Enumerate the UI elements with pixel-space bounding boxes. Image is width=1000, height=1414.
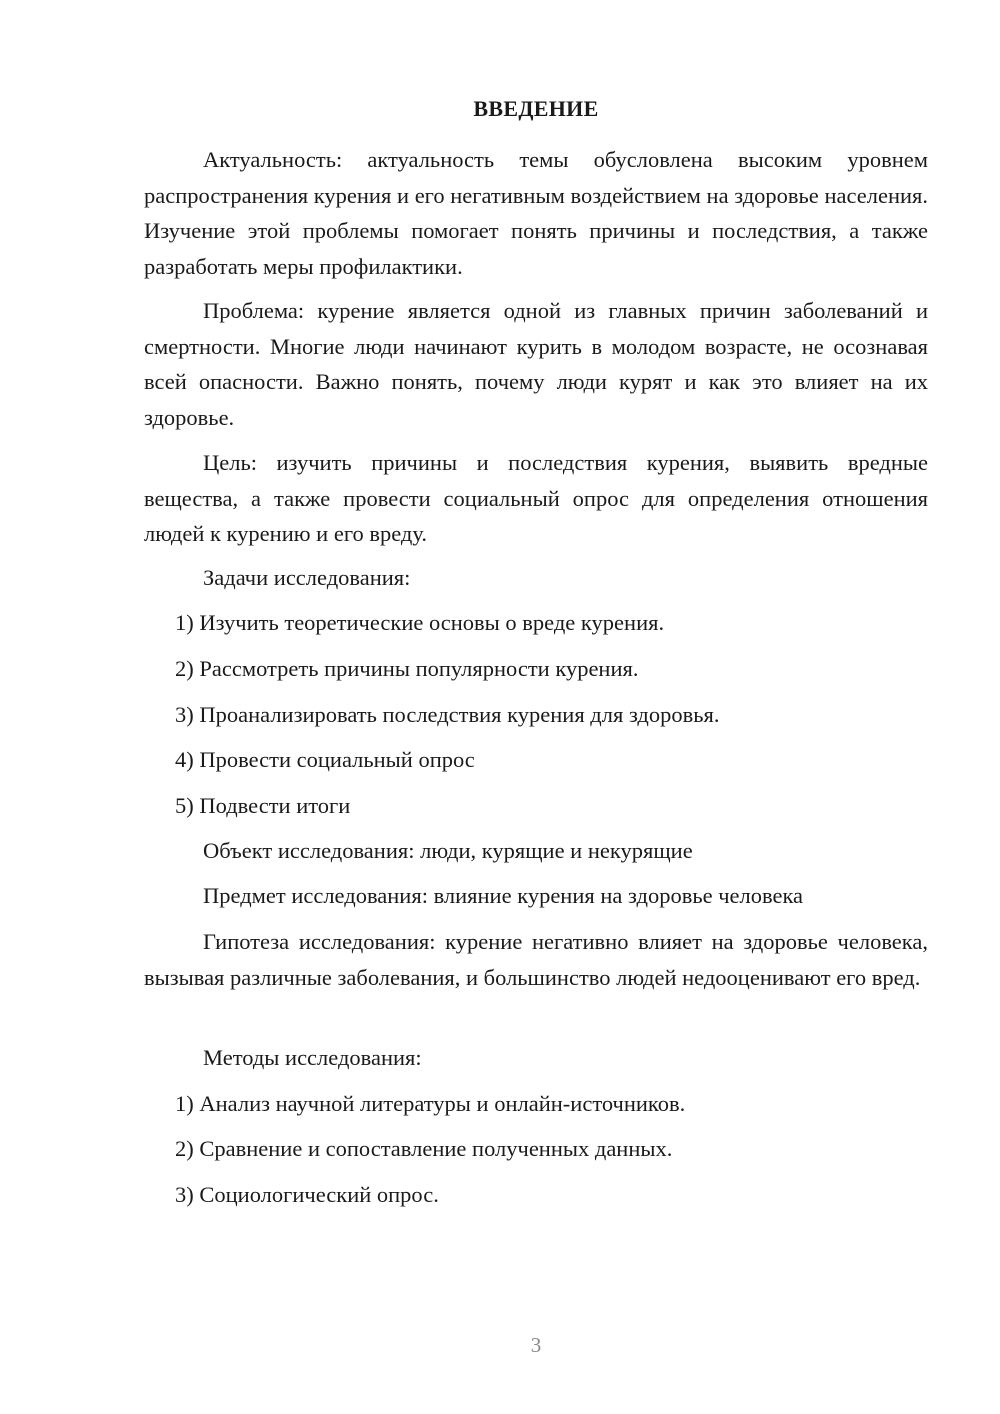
page-number: 3	[530, 1333, 542, 1357]
page-title: ВВЕДЕНИЕ	[473, 96, 599, 121]
goal-paragraph: Цель: изучить причины и последствия курения, выявить вредные вещества, а также провести социальный опрос для определения отношения людей к курению и его вреду.	[144, 450, 928, 546]
task-item: 5) Подвести итоги	[175, 793, 351, 818]
methods-heading: Методы исследования:	[203, 1045, 422, 1070]
hypothesis-paragraph: Гипотеза исследования: курение негативно влияет на здоровье человека, вызывая различные заболевания, и большинство людей недооценивают его вред.	[144, 929, 928, 990]
method-item: 1) Анализ научной литературы и онлайн-источников.	[175, 1091, 686, 1116]
task-item: 3) Проанализировать последствия курения для здоровья.	[175, 702, 720, 727]
task-item: 1) Изучить теоретические основы о вреде курения.	[175, 610, 665, 635]
problem-paragraph: Проблема: курение является одной из главных причин заболеваний и смертности. Многие люди начинают курить в молодом возрасте, не осознавая всей опасности. Важно понять, почему люди курят и как это влияет на их здоровье.	[144, 298, 928, 430]
tasks-heading: Задачи исследования:	[203, 565, 411, 590]
research-object: Объект исследования: люди, курящие и некурящие	[203, 838, 693, 863]
relevance-paragraph: Актуальность: актуальность темы обусловлена высоким уровнем распространения курения и его негативным воздействием на здоровье населения. Изучение этой проблемы помогает понять причины и последствия, а также разработать меры профилактики.	[144, 147, 928, 279]
task-item: 2) Рассмотреть причины популярности курения.	[175, 656, 639, 681]
method-item: 3) Социологический опрос.	[175, 1182, 439, 1207]
task-item: 4) Провести социальный опрос	[175, 747, 475, 772]
method-item: 2) Сравнение и сопоставление полученных данных.	[175, 1136, 673, 1161]
research-subject: Предмет исследования: влияние курения на здоровье человека	[203, 883, 804, 908]
